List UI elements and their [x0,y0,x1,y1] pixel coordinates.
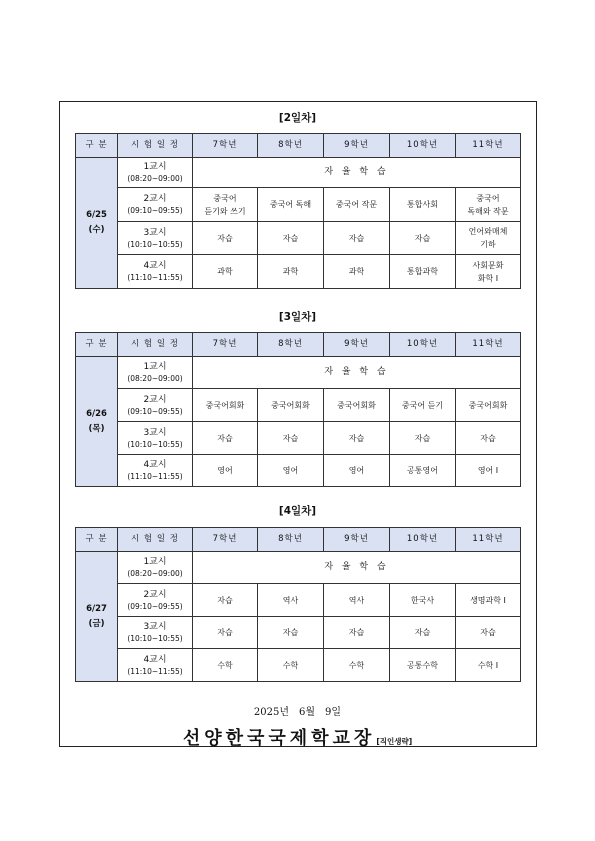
seal-omitted-note: [직인생략] [376,737,413,746]
table-row [76,617,521,649]
subject-text: 영어 I [477,466,499,475]
division-header: 구 분 [76,134,118,158]
period-name: 4교시 [143,460,167,470]
subject-text: 자습 [217,233,233,243]
subject-cell [390,584,456,617]
subject-cell [193,584,258,617]
period-time: (08:20~09:00) [127,174,183,183]
table-row [76,158,521,188]
period-name: 1교시 [143,362,167,372]
subject-text: 수학 [348,660,365,670]
subject-text: 수학 I [477,660,499,670]
period-cell [118,389,193,422]
date-text: 6/27 [86,603,107,614]
subject-text: 언어와매체 기하 [468,227,508,249]
table-row [76,357,521,389]
subject-text: 자습 [480,628,496,637]
period-cell [118,255,193,289]
period-time: (11:10~11:55) [127,666,183,676]
subject-cell [258,617,324,649]
subject-cell [456,255,521,289]
subject-cell [456,222,521,255]
subject-cell [390,422,456,455]
period-name: 4교시 [143,261,167,271]
issue-date: 2025년 6월 9일 [253,707,342,718]
period-cell [118,552,193,584]
subject-text: 자습 [480,433,496,443]
day-title: [3일차] [278,311,317,323]
subject-text: 자습 [282,233,299,243]
table-row [76,389,521,422]
day-title: [2일차] [278,112,317,124]
subject-text: 생명과학 I [470,595,506,605]
header-row [76,333,521,357]
grade-header: 7학년 [193,333,258,357]
subject-text: 자습 [282,628,299,637]
schedule-header: 시 험 일 정 [118,134,193,158]
subject-cell [456,389,521,422]
division-header: 구 분 [76,333,118,357]
grade-header: 8학년 [258,134,324,158]
subject-cell [193,389,258,422]
subject-text: 영어 [217,466,233,475]
subject-cell [193,222,258,255]
grade-header: 7학년 [193,528,258,552]
self-study-cell: 자 율 학 습 [193,552,521,584]
table-row [76,455,521,487]
subject-text: 중국어회화 [271,400,310,410]
grade-header: 9학년 [324,333,390,357]
period-name: 2교시 [143,394,167,405]
self-study-cell: 자 율 학 습 [193,158,521,188]
header-row [76,528,521,552]
subject-text: 중국어 듣기와 쓰기 [204,193,246,216]
period-time: (10:10~10:55) [127,634,183,643]
subject-cell [258,255,324,289]
subject-cell [258,584,324,617]
subject-cell [193,188,258,222]
subject-cell [456,649,521,682]
table-row [76,422,521,455]
subject-text: 자습 [217,595,233,605]
subject-cell [456,455,521,487]
subject-cell [324,188,390,222]
exam-schedule-table [75,332,521,487]
subject-text: 자습 [348,628,365,637]
period-cell [118,455,193,487]
signature-line [0,724,595,750]
principal-title: 선양한국국제학교장 [182,728,376,749]
period-time: (08:20~09:00) [127,374,183,383]
schedule-header: 시 험 일 정 [118,528,193,552]
subject-cell [390,222,456,255]
grade-header: 10학년 [390,134,456,158]
period-time: (10:10~10:55) [127,439,183,449]
subject-cell [258,389,324,422]
period-cell [118,422,193,455]
period-time: (11:10~11:55) [127,472,183,481]
table-row [76,649,521,682]
division-header: 구 분 [76,528,118,552]
subject-text: 공통영어 [407,466,438,475]
table-row [76,552,521,584]
subject-text: 역사 [348,595,365,605]
period-name: 2교시 [143,194,167,204]
subject-text: 중국어 독해 [269,200,312,209]
subject-text: 수학 [282,660,299,670]
subject-cell [258,455,324,487]
subject-cell [324,617,390,649]
subject-cell [324,455,390,487]
period-cell [118,188,193,222]
exam-schedule-table [75,527,521,682]
grade-header: 11학년 [456,528,521,552]
subject-text: 자습 [348,233,365,243]
subject-text: 중국어 작문 [335,200,378,209]
subject-cell [258,649,324,682]
table-row [76,584,521,617]
period-cell [118,357,193,389]
subject-cell [258,422,324,455]
subject-text: 중국어회화 [205,400,245,410]
subject-text: 한국사 [410,595,435,605]
subject-text: 과학 [282,267,299,276]
period-name: 3교시 [143,427,167,438]
subject-cell [456,422,521,455]
subject-cell [324,389,390,422]
subject-cell [390,188,456,222]
subject-text: 중국어회화 [468,400,508,410]
subject-text: 자습 [414,628,431,637]
subject-text: 과학 [217,267,233,276]
subject-cell [193,255,258,289]
subject-text: 자습 [282,433,299,443]
subject-text: 자습 [217,628,233,637]
day-title: [4일차] [278,505,317,517]
subject-text: 통합사회 [407,200,438,209]
grade-header: 10학년 [390,333,456,357]
exam-schedule-table [75,133,521,289]
date-cell [76,552,118,682]
subject-cell [390,389,456,422]
period-cell [118,617,193,649]
period-time: (08:20~09:00) [127,569,183,578]
subject-text: 통합과학 [407,267,438,276]
subject-text: 자습 [348,433,365,443]
date-text: 6/25 [86,210,107,220]
header-row [76,134,521,158]
period-cell [118,158,193,188]
subject-cell [456,188,521,222]
subject-text: 중국어 독해와 작문 [467,193,509,216]
period-cell [118,649,193,682]
subject-cell [390,255,456,289]
subject-text: 공통수학 [407,660,438,670]
subject-text: 중국어회화 [337,400,376,410]
table-row [76,255,521,289]
subject-cell [324,649,390,682]
grade-header: 9학년 [324,528,390,552]
subject-text: 자습 [217,433,233,443]
grade-header: 8학년 [258,333,324,357]
weekday-text: (수) [88,225,105,235]
subject-cell [193,422,258,455]
grade-header: 9학년 [324,134,390,158]
period-name: 2교시 [143,589,167,600]
subject-text: 영어 [282,466,299,475]
period-time: (11:10~11:55) [127,273,183,282]
weekday-text: (금) [88,618,105,629]
date-cell [76,357,118,487]
subject-text: 사회문화 화학 I [472,260,504,283]
period-time: (09:10~09:55) [127,601,183,611]
subject-cell [324,422,390,455]
subject-cell [258,222,324,255]
subject-cell [456,584,521,617]
period-cell [118,222,193,255]
weekday-text: (목) [88,423,105,434]
subject-text: 영어 [348,466,365,475]
table-row [76,188,521,222]
period-name: 1교시 [143,162,167,172]
subject-cell [324,255,390,289]
grade-header: 7학년 [193,134,258,158]
period-time: (09:10~09:55) [127,406,183,416]
self-study-cell: 자 율 학 습 [193,357,521,389]
schedule-header: 시 험 일 정 [118,333,193,357]
subject-cell [193,649,258,682]
grade-header: 8학년 [258,528,324,552]
subject-text: 자습 [414,433,431,443]
grade-header: 11학년 [456,333,521,357]
period-time: (10:10~10:55) [127,239,183,249]
period-time: (09:10~09:55) [127,206,183,215]
subject-cell [193,455,258,487]
subject-cell [193,617,258,649]
table-row [76,222,521,255]
subject-cell [390,455,456,487]
subject-cell [324,584,390,617]
grade-header: 10학년 [390,528,456,552]
date-text: 6/26 [86,408,107,419]
subject-cell [258,188,324,222]
date-cell [76,158,118,289]
subject-text: 중국어 듣기 [401,400,444,410]
period-name: 4교시 [143,654,167,665]
period-name: 3교시 [143,227,167,238]
subject-text: 역사 [282,595,299,605]
subject-text: 과학 [348,267,365,276]
grade-header: 11학년 [456,134,521,158]
subject-text: 자습 [414,233,431,243]
subject-cell [390,617,456,649]
subject-cell [456,617,521,649]
subject-text: 수학 [217,660,233,670]
subject-cell [324,222,390,255]
period-cell [118,584,193,617]
subject-cell [390,649,456,682]
period-name: 3교시 [143,622,167,632]
period-name: 1교시 [143,557,167,567]
